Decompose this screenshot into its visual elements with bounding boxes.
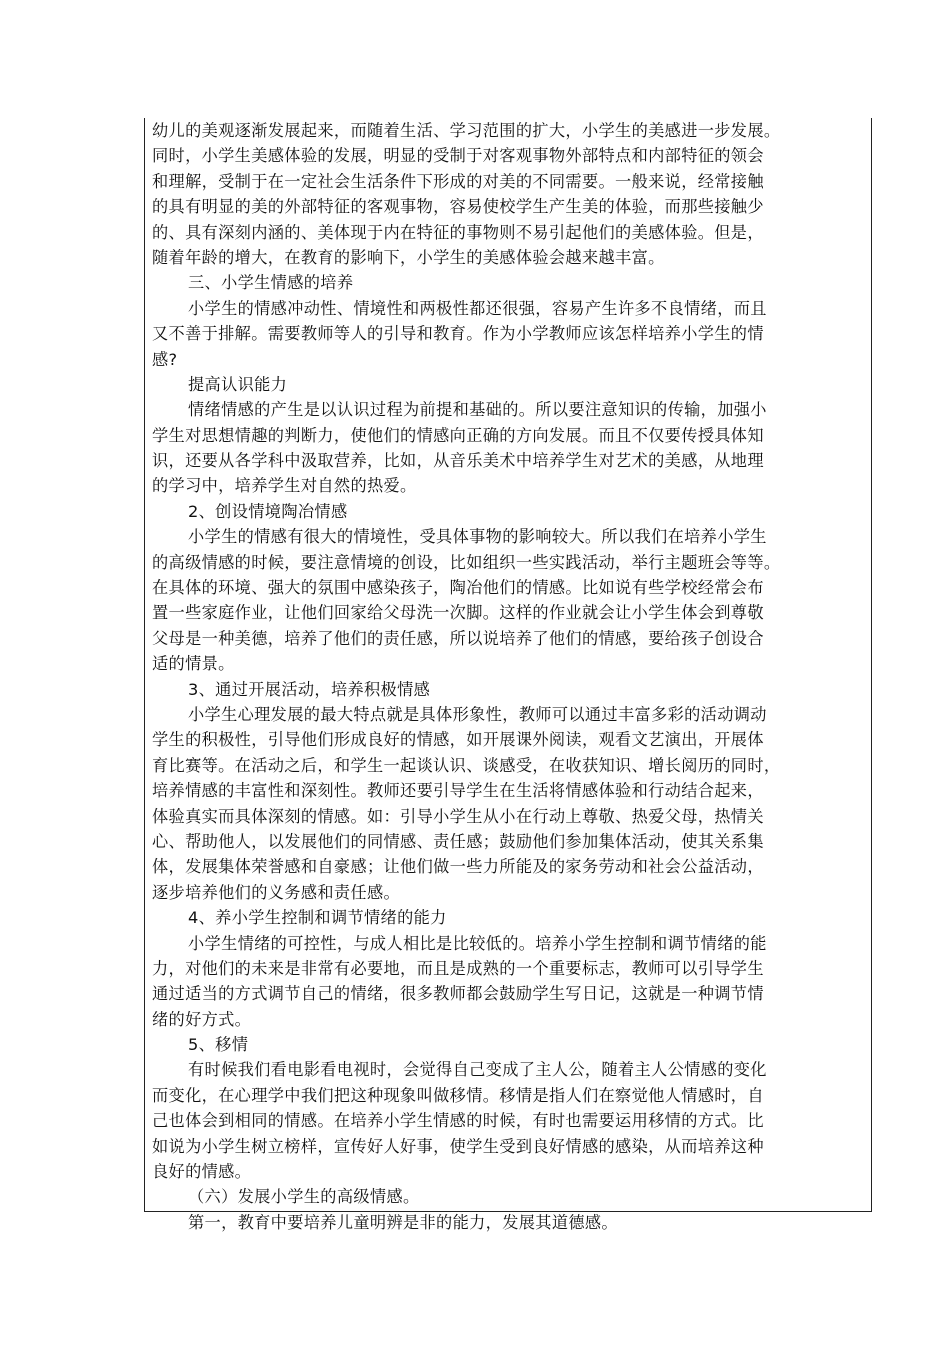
text-line: 的高级情感的时候，要注意情境的创设，比如组织一些实践活动，举行主题班会等等。: [152, 552, 781, 572]
text-line: 有时候我们看电影看电视时，会觉得自己变成了主人公，随着主人公情感的变化: [188, 1060, 767, 1080]
text-line: 小学生情绪的可控性，与成人相比是比较低的。培养小学生控制和调节情绪的能: [188, 933, 767, 953]
text-line: 识，还要从各学科中汲取营养，比如，从音乐美术中培养学生对艺术的美感，从地理: [152, 451, 764, 471]
text-line: 适的情景。: [152, 654, 235, 674]
text-line: 通过适当的方式调节自己的情绪，很多教师都会鼓励学生写日记，这就是一种调节情: [152, 984, 764, 1004]
text-line: 第一，教育中要培养儿童明辨是非的能力，发展其道德感。: [188, 1212, 618, 1232]
text-line: 力，对他们的未来是非常有必要地，而且是成熟的一个重要标志，教师可以引导学生: [152, 958, 764, 978]
text-line: 小学生心理发展的最大特点就是具体形象性，教师可以通过丰富多彩的活动调动: [188, 704, 767, 724]
text-line: 如说为小学生树立榜样，宣传好人好事，使学生受到良好情感的感染，从而培养这种: [152, 1136, 764, 1156]
text-line: 育比赛等。在活动之后，和学生一起谈认识、谈感受，在收获知识、增长阅历的同时，: [152, 755, 781, 775]
text-line: 体，发展集体荣誉感和自豪感；让他们做一些力所能及的家务劳动和社会公益活动，: [152, 857, 764, 877]
text-line: 5、移情: [188, 1035, 249, 1055]
text-line: 随着年龄的增大，在教育的影响下，小学生的美感体验会越来越丰富。: [152, 247, 665, 267]
text-line: 小学生的情感冲动性、情境性和两极性都还很强，容易产生许多不良情绪，而且: [188, 298, 767, 318]
text-line: 培养情感的丰富性和深刻性。教师还要引导学生在生活将情感体验和行动结合起来，: [152, 781, 764, 801]
text-line: 3、通过开展活动，培养积极情感: [188, 679, 431, 699]
text-line: 感?: [152, 349, 178, 369]
text-line: 的具有明显的美的外部特征的客观事物，容易使校学生产生美的体验，而那些接触少: [152, 197, 764, 217]
text-line: 良好的情感。: [152, 1162, 252, 1182]
text-line: 和理解，受制于在一定社会生活条件下形成的对美的不同需要。一般来说，经常接触: [152, 171, 764, 191]
text-line: 学生的积极性，引导他们形成良好的情感，如开展课外阅读，观看文艺演出，开展体: [152, 730, 764, 750]
document-body: [152, 118, 864, 1235]
text-line: （六）发展小学生的高级情感。: [188, 1187, 420, 1207]
text-line: 逐步培养他们的义务感和责任感。: [152, 882, 401, 902]
text-line: 心、帮助他人，以发展他们的同情感、责任感；鼓励他们参加集体活动，使其关系集: [152, 831, 764, 851]
text-line: 三、小学生情感的培养: [188, 273, 354, 293]
text-line: 在具体的环境、强大的氛围中感染孩子，陶冶他们的情感。比如说有些学校经常会布: [152, 578, 764, 598]
text-line: 2、创设情境陶冶情感: [188, 501, 348, 521]
text-line: 父母是一种美德，培养了他们的责任感，所以说培养了他们的情感，要给孩子创设合: [152, 628, 764, 648]
text-line: 提高认识能力: [188, 374, 288, 394]
text-line: 情绪情感的产生是以认识过程为前提和基础的。所以要注意知识的传输，加强小: [188, 400, 767, 420]
text-line: 又不善于排解。需要教师等人的引导和教育。作为小学教师应该怎样培养小学生的情: [152, 324, 764, 344]
text-line: 体验真实而具体深刻的情感。如：引导小学生从小在行动上尊敬、热爱父母，热情关: [152, 806, 764, 826]
text-line: 置一些家庭作业，让他们回家给父母洗一次脚。这样的作业就会让小学生体会到尊敬: [152, 603, 764, 623]
text-line: 的学习中，培养学生对自然的热爱。: [152, 476, 417, 496]
text-line: 学生对思想情趣的判断力，使他们的情感向正确的方向发展。而且不仅要传授具体知: [152, 425, 764, 445]
text-line: 而变化，在心理学中我们把这种现象叫做移情。移情是指人们在察觉他人情感时，自: [152, 1085, 764, 1105]
text-line: 己也体会到相同的情感。在培养小学生情感的时候，有时也需要运用移情的方式。比: [152, 1111, 764, 1131]
text-line: 4、养小学生控制和调节情绪的能力: [188, 908, 447, 928]
text-line: 幼儿的美观逐渐发展起来，而随着生活、学习范围的扩大，小学生的美感进一步发展。: [152, 121, 781, 140]
text-line: 同时，小学生美感体验的发展，明显的受制于对客观事物外部特点和内部特征的领会: [152, 146, 764, 166]
text-line: 绪的好方式。: [152, 1009, 252, 1029]
text-line: 的、具有深刻内涵的、美体现于内在特征的事物则不易引起他们的美感体验。但是，: [152, 222, 764, 242]
text-line: 小学生的情感有很大的情境性，受具体事物的影响较大。所以我们在培养小学生: [188, 527, 767, 547]
